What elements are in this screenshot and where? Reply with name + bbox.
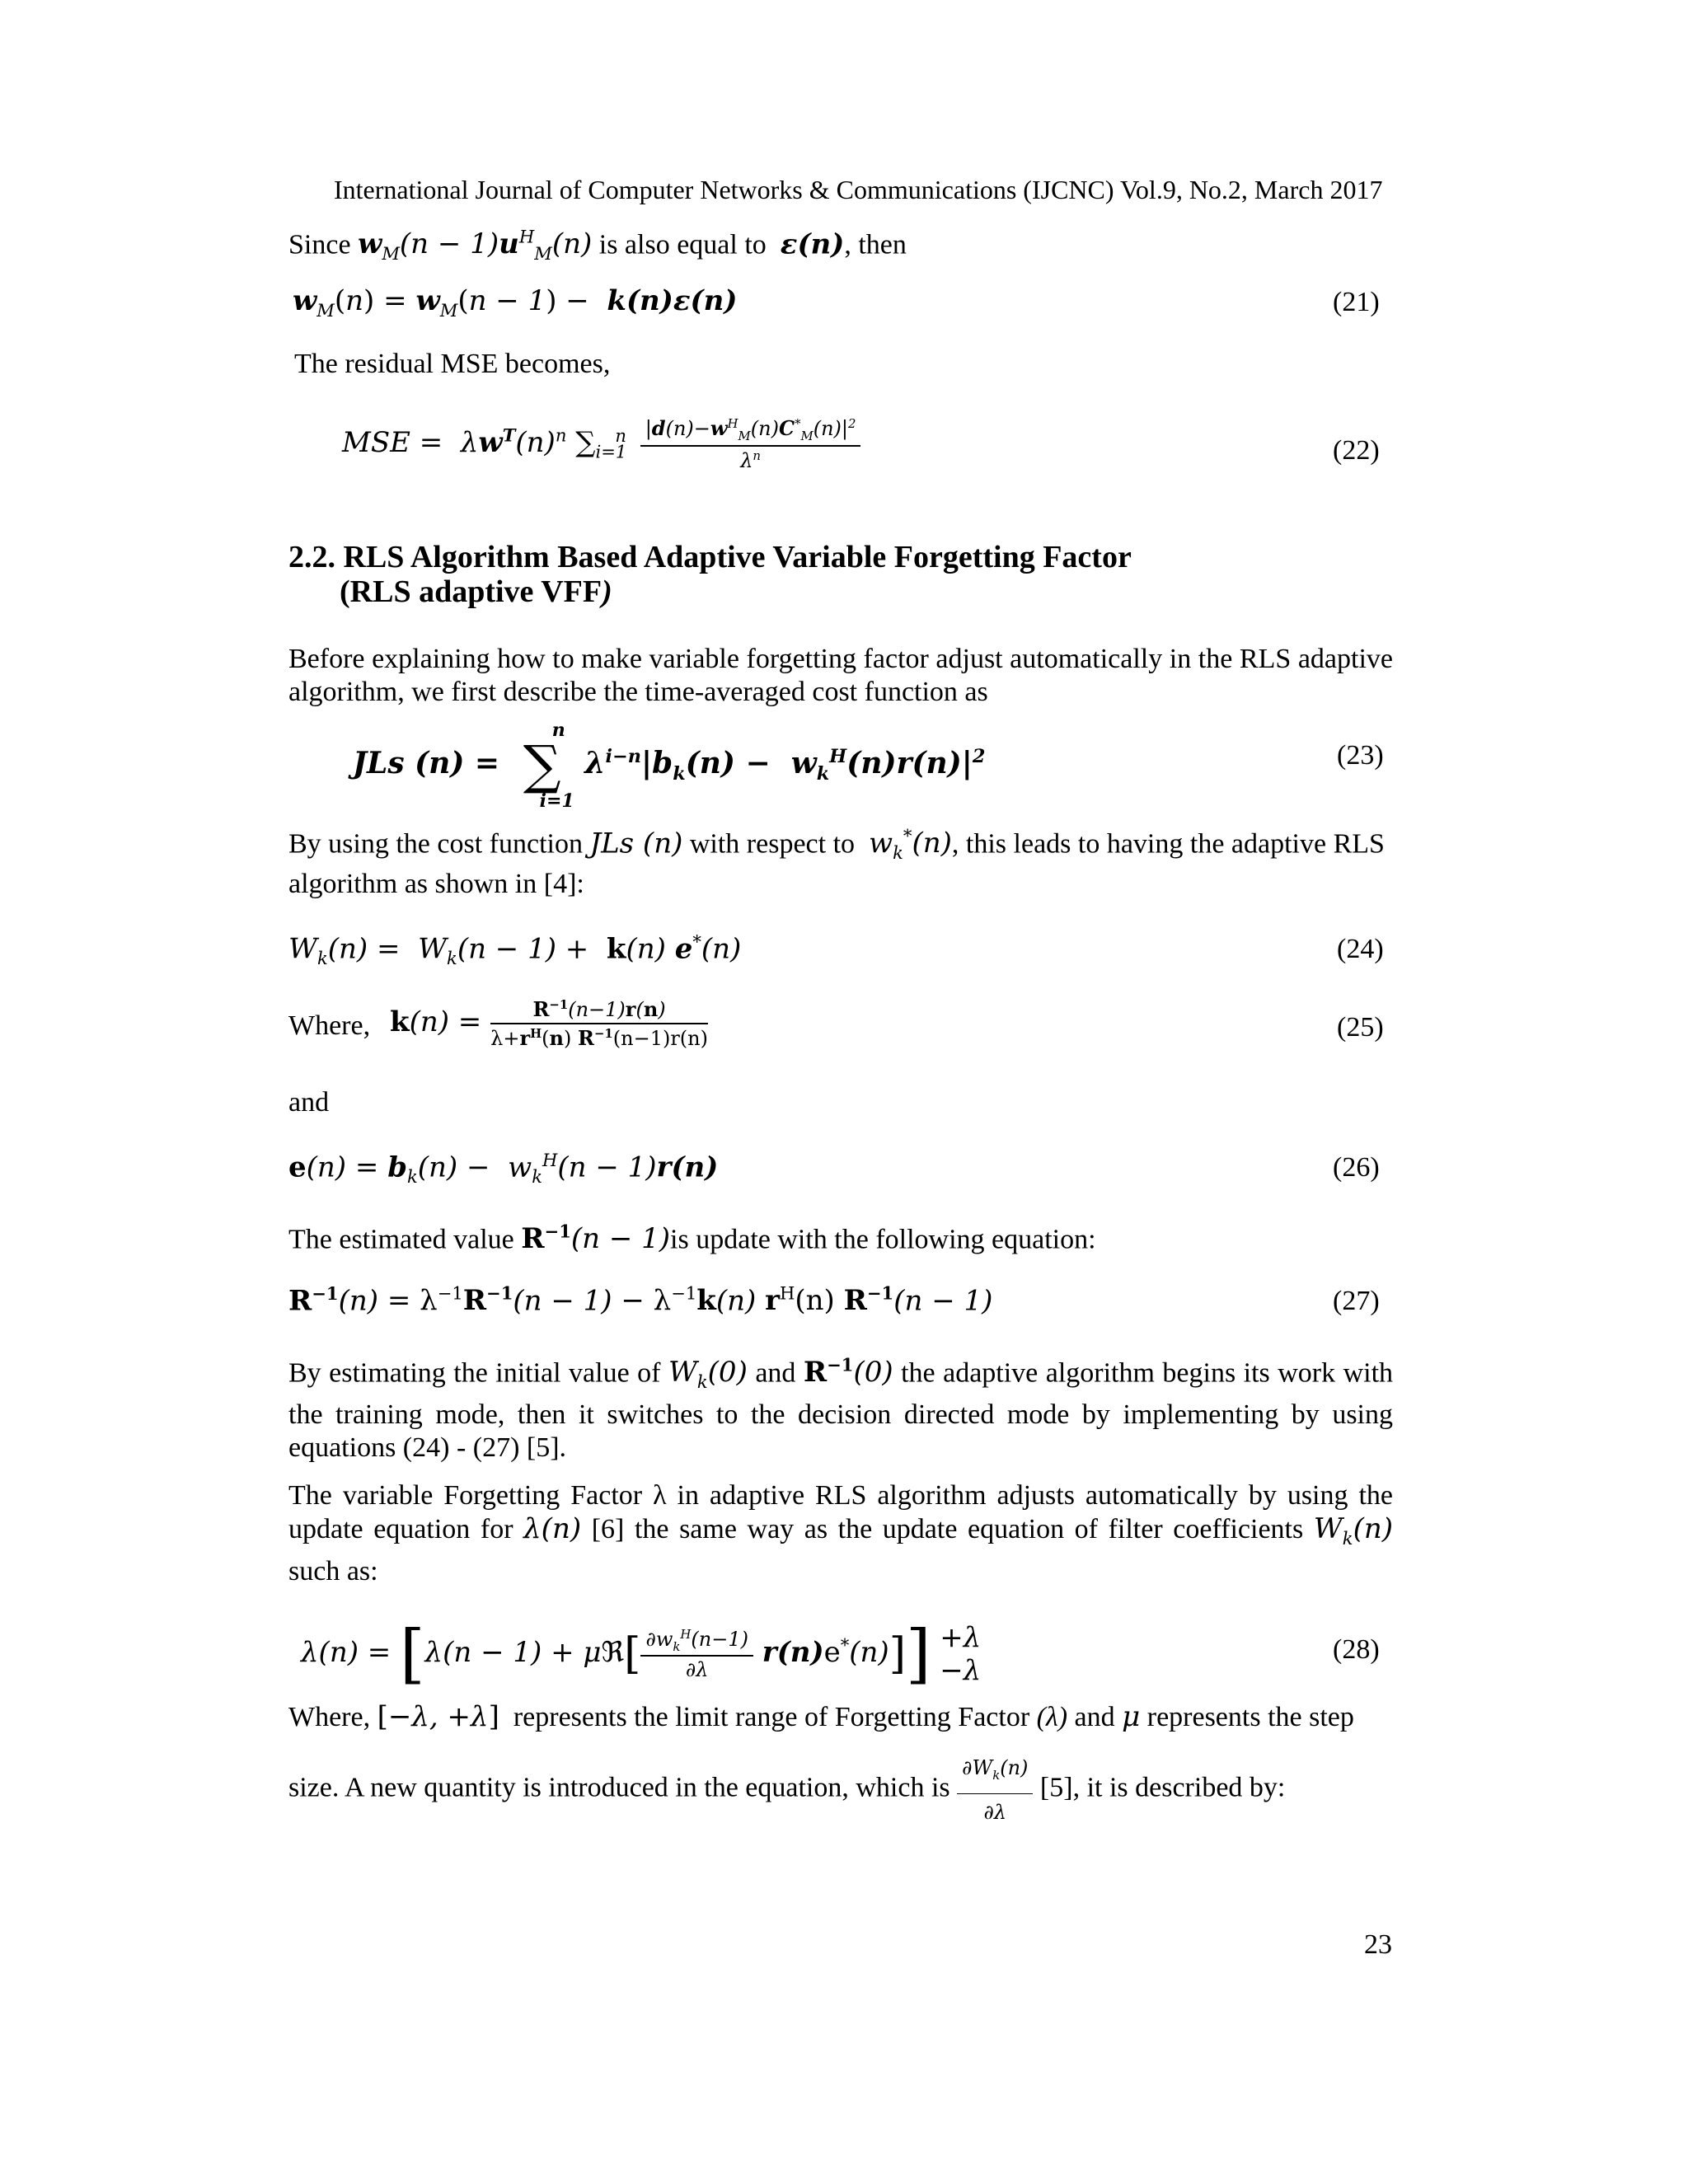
estimated-b: is update with the following equation: — [670, 1224, 1096, 1255]
para3-math-wk: $W_k(0)$ — [668, 1356, 748, 1393]
para3-b: and — [755, 1357, 796, 1389]
para4-c: such as: — [288, 1555, 378, 1586]
paragraph-cost-function — [288, 820, 1385, 869]
equation-number-21: (21) — [1333, 287, 1380, 317]
para4-b: [6] the same way as the update equation of filter coefficients — [591, 1514, 1304, 1544]
since-mid: is also equal to — [598, 229, 767, 260]
para5-math-range: [−λ, +λ] — [377, 1700, 499, 1733]
para5-b: represents the limit range of Forgetting Factor — [513, 1702, 1030, 1732]
equation-23: JLs (n) = n ∑ i=1 $\lambda^{i-n}|b_k(n) - w_k^H(n)r(n)|^2$ — [353, 719, 986, 812]
para2-c: , this leads to having the adaptive RLS — [951, 828, 1385, 860]
para2-d: algorithm as shown in [4]: — [288, 869, 584, 899]
section-heading-line1: 2.2. RLS Algorithm Based Adaptive Variable Forgetting Factor — [288, 540, 1132, 574]
paragraph-new-quantity — [288, 1751, 1285, 1829]
paragraph-initial-value — [288, 1349, 1393, 1465]
equation-22: MSE = $\lambda w^T(n)^n$ $\sum_{i=1}^n$ $\frac{|d(n)-w^H_M(n)C^*_M(n)|^2}{\lambda^n}$ — [342, 416, 860, 472]
since-pre: Since — [288, 229, 351, 260]
equation-27: $R^{-1}(n) = \lambda^{-1}R^{-1}(n - 1) - \lambda^{-1}k(n)$ $r^H(n) R^{-1}(n - 1)$ — [288, 1283, 993, 1318]
equation-28-limits: +λ −λ — [940, 1621, 982, 1687]
equation-number-28: (28) — [1333, 1634, 1380, 1665]
paragraph-variable-ff — [288, 1479, 1393, 1588]
since-math-1: $w_M(n - 1)u^H_M(n)$ — [358, 227, 593, 265]
estimated-a: The estimated value — [288, 1224, 514, 1255]
para6-a: size. A new quantity is introduced in the equation, which is — [288, 1772, 950, 1803]
para3-a: By estimating the initial value of — [288, 1357, 661, 1389]
para2-b: with respect to — [689, 828, 856, 860]
residual-text: The residual MSE becomes, — [294, 349, 611, 379]
para5-math-lambda: (λ) — [1036, 1702, 1068, 1732]
equation-number-26: (26) — [1333, 1152, 1380, 1183]
equation-number-23: (23) — [1337, 740, 1384, 771]
equation-28: λ(n) = [λ(n − 1) + μℜ[ $\frac{\partial w_k^H(n-1)}{\partial\lambda}$ r(n)e*(n)]] +λ −λ — [301, 1617, 982, 1691]
para6-math-fraction: $\frac{\partial W_k(n)}{\partial\lambda}$ — [957, 1751, 1033, 1829]
estimated-math: $R^{-1}(n - 1)$ — [521, 1221, 671, 1256]
and-text: and — [288, 1087, 330, 1118]
section-heading-line2-wrap — [340, 574, 1132, 609]
equation-21: $w_M(n) = w_M(n - 1) - k(n)\varepsilon(n)$ — [293, 284, 738, 321]
para2-math-wk: $w_k^*(n)$ — [869, 826, 952, 864]
para3-math-r: $R^{-1}(0)$ — [803, 1355, 893, 1390]
para6-b: [5], it is described by: — [1039, 1772, 1286, 1803]
para4-math-wk: $W_k(n)$ — [1313, 1512, 1393, 1549]
since-post: , then — [844, 229, 907, 260]
running-header: International Journal of Computer Networks & Communications (IJCNC) Vol.9, No.2, March 2017 — [334, 175, 1383, 204]
equation-number-27: (27) — [1333, 1286, 1380, 1316]
since-math-2: ε(n) — [780, 227, 845, 261]
paragraph-limit-range — [288, 1700, 1393, 1734]
para5-d: represents the step — [1146, 1702, 1354, 1732]
para2-math-jls: JLs (n) — [589, 827, 683, 860]
para5-math-mu: μ — [1122, 1700, 1141, 1733]
where-label-25: Where, — [288, 1010, 371, 1041]
equation-number-24: (24) — [1337, 934, 1384, 964]
para4-math-lambda: λ(n) — [523, 1512, 582, 1545]
estimated-line — [288, 1216, 1096, 1256]
para2-a: By using the cost function — [288, 828, 583, 860]
page-number: 23 — [1364, 1929, 1392, 1960]
para3-c: the adaptive algorithm begins its work with the training mode, then it switches to the decision directed mode by implementing by using equations (24) - (27) [5]. — [288, 1357, 1394, 1464]
equation-26: $e(n) = b_k(n) - w_k^H(n - 1)r(n)$ — [288, 1150, 719, 1188]
section-heading — [288, 540, 1132, 609]
para4-a: The variable Forgetting Factor λ in adaptive RLS algorithm adjusts automatically by using the update equation for — [288, 1480, 1393, 1544]
equation-number-25: (25) — [1337, 1012, 1384, 1043]
para5-a: Where, — [288, 1702, 371, 1732]
section-heading-paren: ) — [602, 574, 612, 609]
para5-c: and — [1074, 1702, 1115, 1732]
equation-25: k(n) = $\frac{R^{-1}(n-1)r(n)}{\lambda+r^H(n) R^{-1}(n-1)r(n)}$ — [390, 997, 708, 1050]
equation-number-22: (22) — [1333, 435, 1380, 466]
section-heading-line2: (RLS adaptive VFF — [340, 574, 603, 609]
equation-24: $W_k(n) = W_k(n - 1) + k(n)$ e*(n) — [288, 931, 742, 969]
since-line — [288, 221, 907, 270]
paragraph-intro: Before explaining how to make variable forgetting factor adjust automatically in the RLS adaptive algorithm, we first describe the time-averaged cost function as — [288, 644, 1393, 707]
